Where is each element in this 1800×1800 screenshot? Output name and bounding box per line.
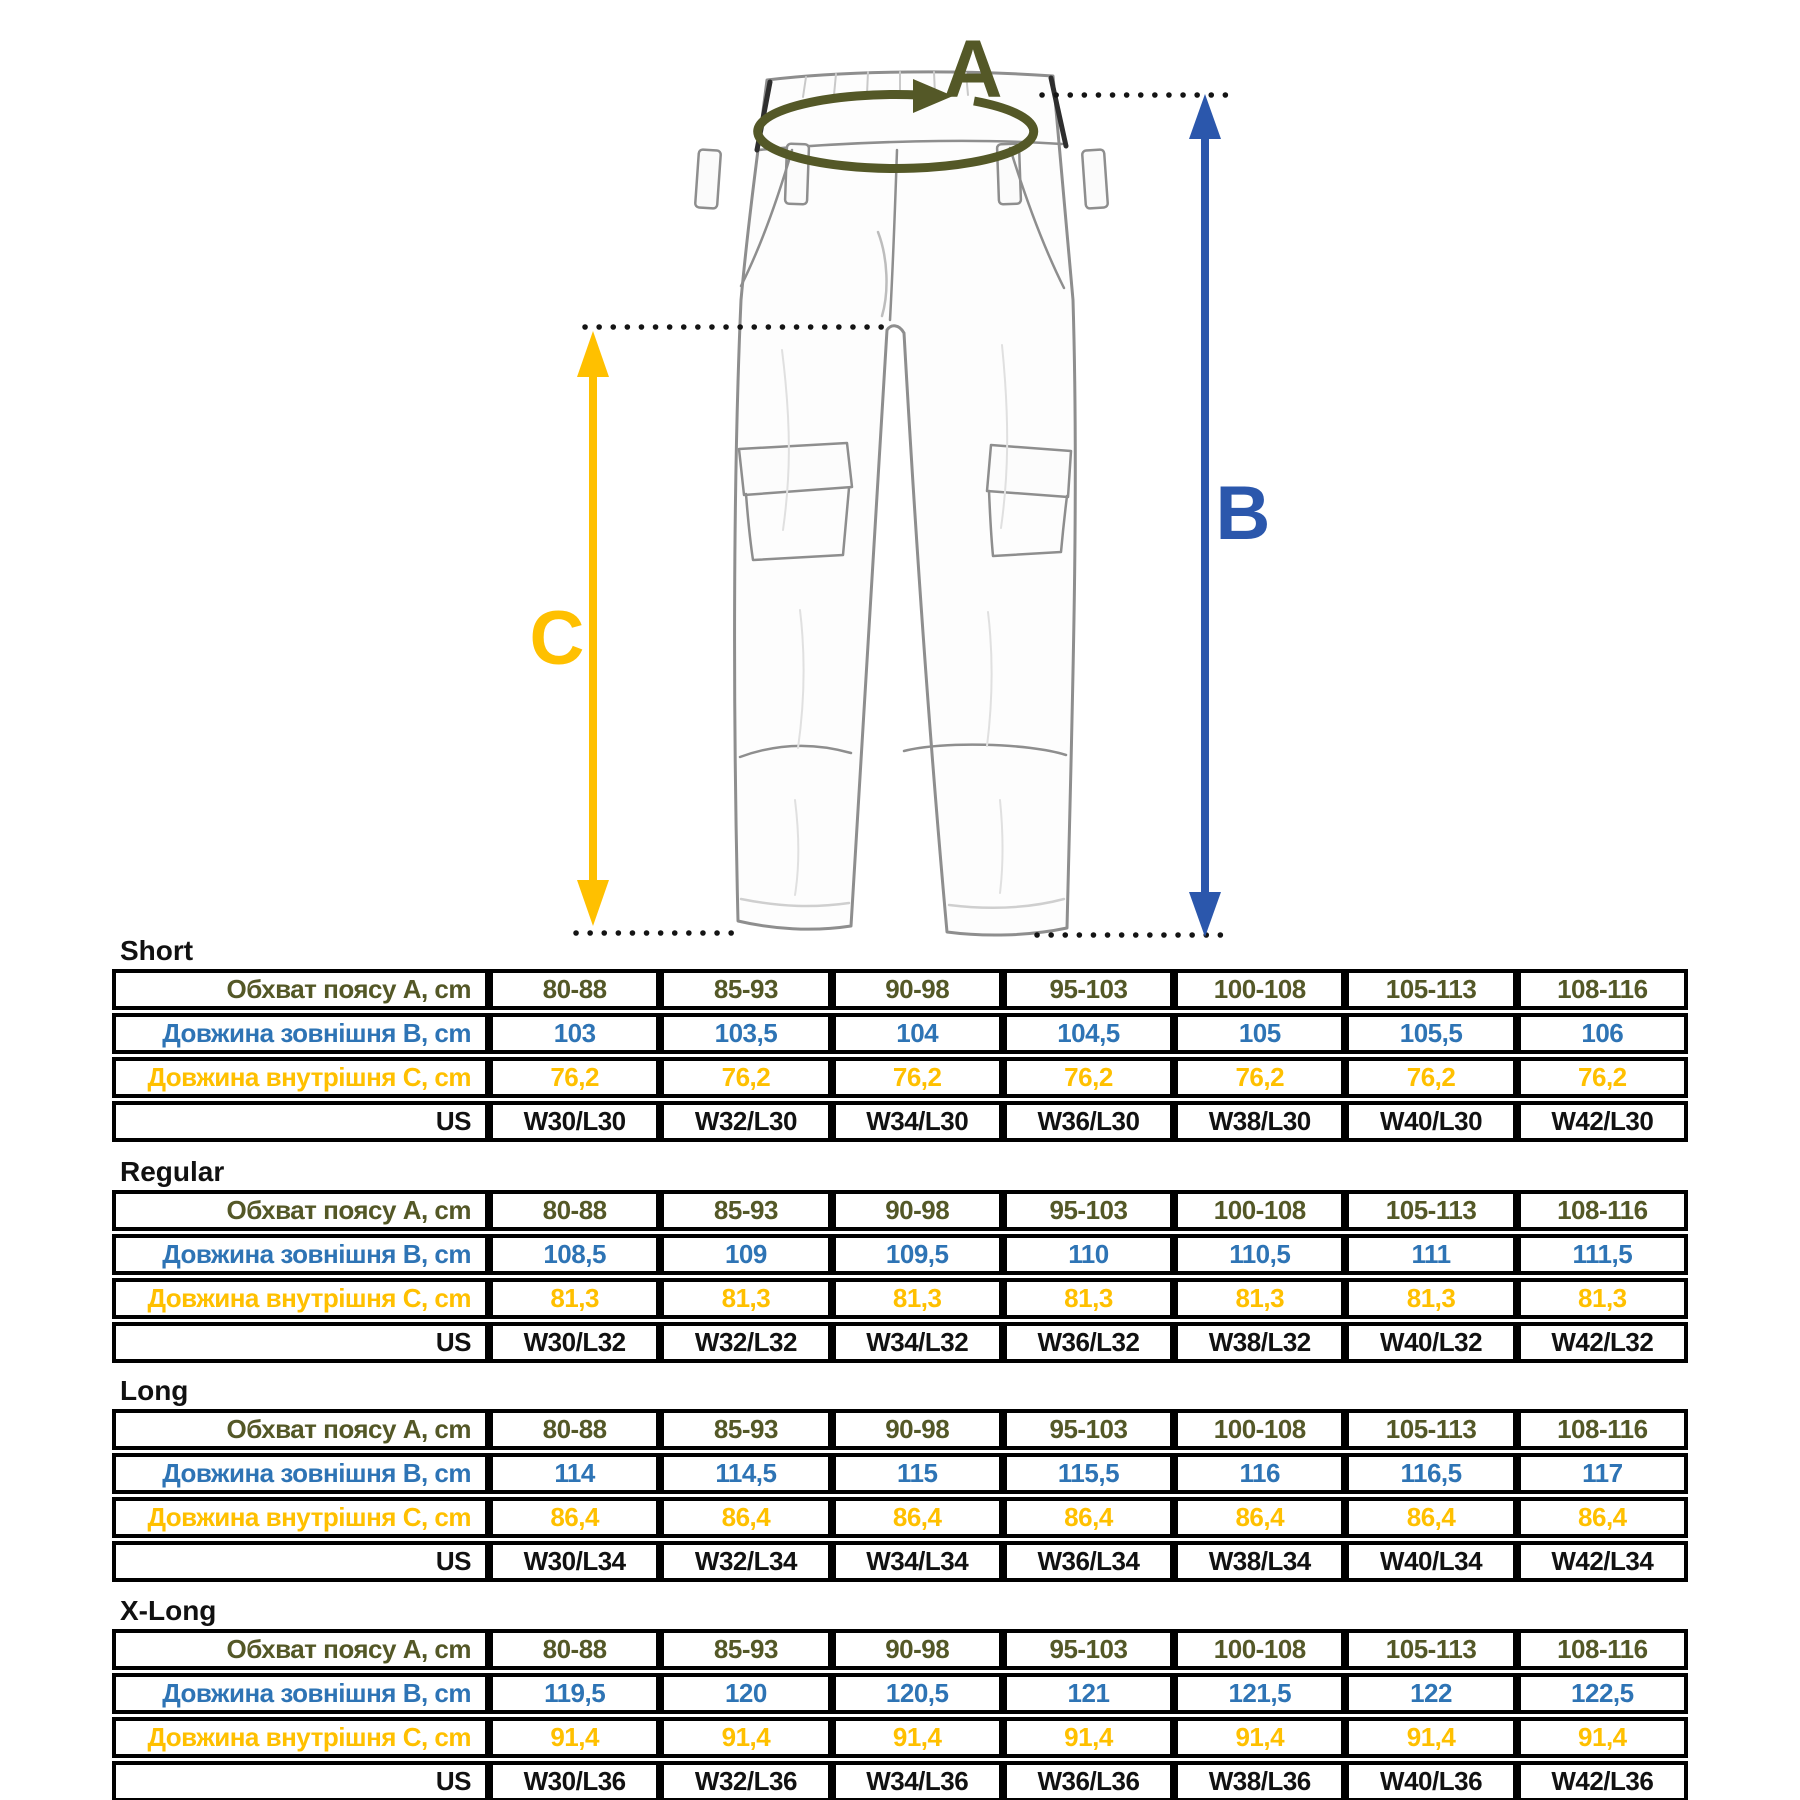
size-cell: W32/L30 [660,1101,831,1142]
measure-b-label: B [1215,471,1271,556]
size-cell: W36/L36 [1003,1761,1174,1800]
size-section-short [112,936,1688,1145]
size-cell: 100-108 [1174,1190,1345,1231]
size-cell: 105-113 [1345,1190,1516,1231]
size-cell: W30/L36 [489,1761,660,1800]
size-table-xlong [112,1626,1688,1800]
size-table-short [112,966,1688,1145]
table-row [112,1717,1688,1758]
row-label: Обхват поясу A, cm [112,1409,489,1450]
row-label: US [112,1761,489,1800]
size-cell: 95-103 [1003,1409,1174,1450]
size-cell: 80-88 [489,1409,660,1450]
row-label: Довжина зовнішня B, cm [112,1013,489,1054]
size-cell: 76,2 [1345,1057,1516,1098]
size-cell: 86,4 [1517,1497,1688,1538]
size-cell: 95-103 [1003,1190,1174,1231]
size-section-xlong [112,1596,1688,1800]
row-label: Довжина внутрішня C, cm [112,1057,489,1098]
size-cell: 115 [832,1453,1003,1494]
size-cell: 95-103 [1003,1629,1174,1670]
table-row [112,1629,1688,1670]
size-cell: W40/L30 [1345,1101,1516,1142]
size-cell: W42/L36 [1517,1761,1688,1800]
size-cell: 100-108 [1174,1629,1345,1670]
table-row [112,1322,1688,1363]
row-label: Обхват поясу A, cm [112,969,489,1010]
size-cell: 90-98 [832,1629,1003,1670]
size-cell: W38/L32 [1174,1322,1345,1363]
row-label: Довжина зовнішня B, cm [112,1673,489,1714]
measure-c [530,331,609,926]
size-section-title: Regular [120,1156,225,1187]
size-cell: 86,4 [1003,1497,1174,1538]
arrow-b-top [1189,94,1221,139]
size-cell: W30/L32 [489,1322,660,1363]
size-cell: 81,3 [660,1278,831,1319]
table-row [112,1234,1688,1275]
size-cell: 76,2 [1003,1057,1174,1098]
size-cell: 110,5 [1174,1234,1345,1275]
table-row [112,969,1688,1010]
table-row [112,1409,1688,1450]
size-cell: W36/L32 [1003,1322,1174,1363]
row-label: Обхват поясу A, cm [112,1190,489,1231]
size-cell: W42/L32 [1517,1322,1688,1363]
size-cell: 91,4 [489,1717,660,1758]
table-row [112,1057,1688,1098]
size-cell: W40/L32 [1345,1322,1516,1363]
size-cell: 103,5 [660,1013,831,1054]
table-row [112,1497,1688,1538]
size-cell: 105,5 [1345,1013,1516,1054]
size-cell: 108-116 [1517,1629,1688,1670]
size-cell: 121,5 [1174,1673,1345,1714]
size-cell: W36/L34 [1003,1541,1174,1582]
size-cell: W34/L34 [832,1541,1003,1582]
size-cell: W30/L34 [489,1541,660,1582]
size-cell: 108,5 [489,1234,660,1275]
size-cell: 76,2 [832,1057,1003,1098]
size-cell: 108-116 [1517,969,1688,1010]
size-cell: 114,5 [660,1453,831,1494]
size-cell: W32/L36 [660,1761,831,1800]
row-label: Довжина внутрішня C, cm [112,1497,489,1538]
size-section-long [112,1376,1688,1585]
size-cell: W32/L34 [660,1541,831,1582]
table-row [112,1013,1688,1054]
table-row [112,1453,1688,1494]
size-table-regular [112,1187,1688,1366]
size-cell: 109 [660,1234,831,1275]
row-label: US [112,1101,489,1142]
size-cell: 86,4 [1345,1497,1516,1538]
row-label: Довжина внутрішня C, cm [112,1278,489,1319]
size-cell: 100-108 [1174,969,1345,1010]
size-cell: 86,4 [660,1497,831,1538]
size-cell: 122 [1345,1673,1516,1714]
size-cell: 114 [489,1453,660,1494]
size-cell: 109,5 [832,1234,1003,1275]
size-section-regular [112,1157,1688,1366]
size-cell: 85-93 [660,1409,831,1450]
size-cell: W40/L34 [1345,1541,1516,1582]
size-cell: 81,3 [1345,1278,1516,1319]
table-row [112,1673,1688,1714]
size-cell: 103 [489,1013,660,1054]
size-cell: 105-113 [1345,969,1516,1010]
size-cell: 86,4 [1174,1497,1345,1538]
size-cell: W38/L34 [1174,1541,1345,1582]
size-cell: 91,4 [1517,1717,1688,1758]
size-cell: 85-93 [660,1629,831,1670]
measure-a-label: A [943,24,1003,115]
size-cell: 86,4 [489,1497,660,1538]
size-cell: 120 [660,1673,831,1714]
size-cell: 108-116 [1517,1409,1688,1450]
arrow-c-top [577,331,609,377]
row-label: US [112,1322,489,1363]
size-cell: 116 [1174,1453,1345,1494]
size-cell: 105 [1174,1013,1345,1054]
size-cell: 85-93 [660,1190,831,1231]
size-cell: 104,5 [1003,1013,1174,1054]
size-cell: 95-103 [1003,969,1174,1010]
size-section-title: Long [120,1375,189,1406]
size-cell: 105-113 [1345,1629,1516,1670]
arrow-c-bottom [577,880,609,926]
size-cell: 108-116 [1517,1190,1688,1231]
size-cell: 81,3 [1517,1278,1688,1319]
size-cell: 117 [1517,1453,1688,1494]
size-cell: 121 [1003,1673,1174,1714]
size-cell: 100-108 [1174,1409,1345,1450]
size-cell: 85-93 [660,969,831,1010]
table-row [112,1761,1688,1800]
table-row [112,1541,1688,1582]
size-cell: 106 [1517,1013,1688,1054]
size-cell: 76,2 [660,1057,831,1098]
size-cell: 80-88 [489,969,660,1010]
size-table-long [112,1406,1688,1585]
size-cell: 80-88 [489,1629,660,1670]
size-cell: 90-98 [832,1409,1003,1450]
size-cell: W36/L30 [1003,1101,1174,1142]
size-cell: 91,4 [1003,1717,1174,1758]
size-cell: 91,4 [1345,1717,1516,1758]
size-cell: 116,5 [1345,1453,1516,1494]
pants-illustration [695,72,1108,935]
size-cell: 90-98 [832,1190,1003,1231]
size-cell: 81,3 [1003,1278,1174,1319]
size-cell: 105-113 [1345,1409,1516,1450]
size-cell: W32/L32 [660,1322,831,1363]
size-cell: 91,4 [1174,1717,1345,1758]
size-cell: W40/L36 [1345,1761,1516,1800]
size-cell: 91,4 [660,1717,831,1758]
size-cell: 81,3 [1174,1278,1345,1319]
arrow-b-bottom [1189,892,1221,937]
row-label: Обхват поясу A, cm [112,1629,489,1670]
size-cell: 110 [1003,1234,1174,1275]
size-cell: 122,5 [1517,1673,1688,1714]
size-cell: W34/L30 [832,1101,1003,1142]
size-cell: 111 [1345,1234,1516,1275]
size-cell: W42/L30 [1517,1101,1688,1142]
size-cell: 76,2 [1517,1057,1688,1098]
size-cell: 115,5 [1003,1453,1174,1494]
row-label: Довжина зовнішня B, cm [112,1453,489,1494]
size-cell: 119,5 [489,1673,660,1714]
cargo-flap-left [739,443,852,495]
size-cell: W30/L30 [489,1101,660,1142]
size-cell: 81,3 [832,1278,1003,1319]
size-cell: 91,4 [832,1717,1003,1758]
row-label: Довжина зовнішня B, cm [112,1234,489,1275]
measure-c-label: C [529,596,585,681]
row-label: US [112,1541,489,1582]
size-cell: W34/L32 [832,1322,1003,1363]
size-cell: W38/L36 [1174,1761,1345,1800]
size-cell: 104 [832,1013,1003,1054]
size-cell: 76,2 [489,1057,660,1098]
size-cell: 111,5 [1517,1234,1688,1275]
size-section-title: X-Long [120,1595,217,1626]
size-cell: 120,5 [832,1673,1003,1714]
size-cell: W34/L36 [832,1761,1003,1800]
table-row [112,1101,1688,1142]
table-row [112,1190,1688,1231]
measure-b [1189,94,1270,937]
size-cell: 86,4 [832,1497,1003,1538]
size-cell: 90-98 [832,969,1003,1010]
size-cell: W38/L30 [1174,1101,1345,1142]
table-row [112,1278,1688,1319]
size-section-title: Short [120,935,194,966]
size-cell: 80-88 [489,1190,660,1231]
row-label: Довжина внутрішня C, cm [112,1717,489,1758]
size-cell: W42/L34 [1517,1541,1688,1582]
cargo-flap-right [987,445,1071,497]
size-cell: 81,3 [489,1278,660,1319]
size-cell: 76,2 [1174,1057,1345,1098]
